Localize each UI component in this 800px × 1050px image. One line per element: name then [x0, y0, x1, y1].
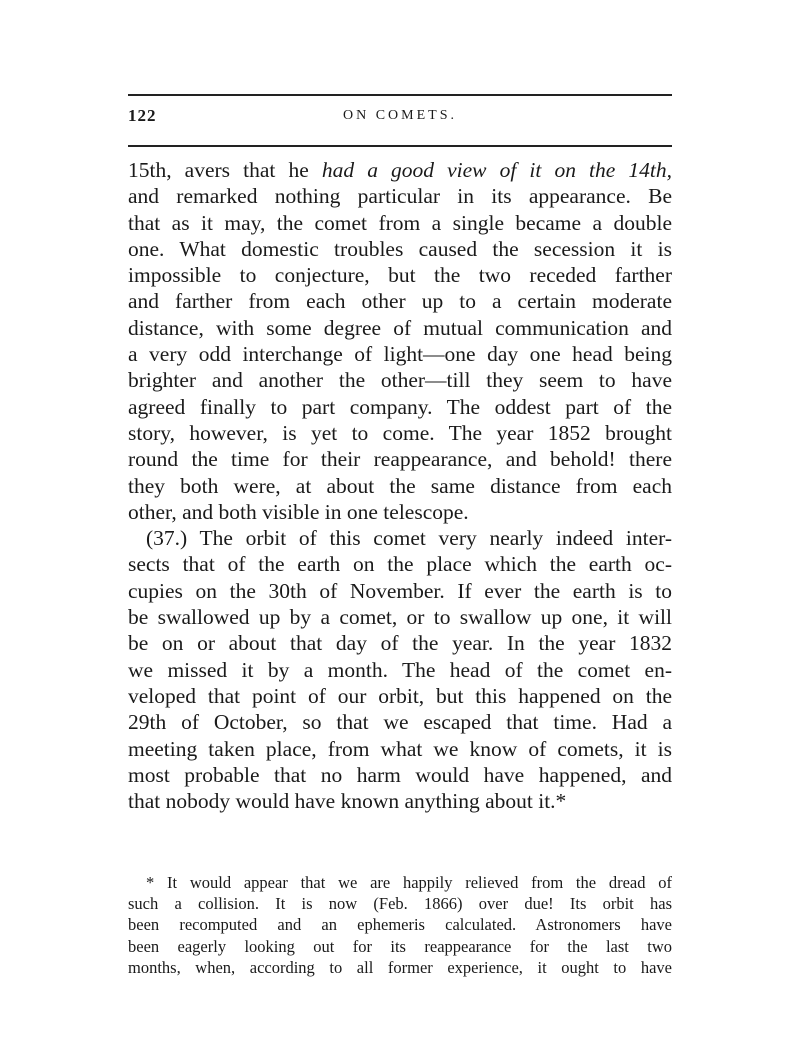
- header-rule-top: [128, 94, 672, 96]
- text-line: cupies on the 30th of November. If ever the earth is to: [128, 578, 672, 603]
- text-line: sects that of the earth on the place which the earth oc-: [128, 552, 672, 577]
- italic-phrase: had a good view of it on the 14th,: [321, 158, 672, 182]
- footnote-line: such a collision. It is now (Feb. 1866) over due! Its orbit has: [128, 894, 672, 914]
- text-line: veloped that point of our orbit, but this happened on the: [128, 683, 672, 708]
- text-line: a very odd interchange of light—one day one head being: [128, 342, 672, 367]
- text-line: and remarked nothing particular in its appearance. Be: [128, 184, 672, 209]
- footnote-line: been recomputed and an ephemeris calculated. Astronomers have: [128, 915, 672, 935]
- text-line: distance, with some degree of mutual communication and: [128, 315, 672, 340]
- text-line: round the time for their reappearance, and behold! there: [128, 447, 672, 472]
- text-line: and farther from each other up to a certain moderate: [128, 289, 672, 314]
- body-text: [128, 157, 672, 814]
- paragraph-end-line: that nobody would have known anything about it.*: [128, 789, 567, 814]
- text-line: be on or about that day of the year. In the year 1832: [128, 631, 672, 656]
- text-line: be swallowed up by a comet, or to swallow up one, it will: [128, 605, 672, 630]
- footnote-line: months, when, according to all former experience, it ought to have: [128, 957, 672, 977]
- text-line: that as it may, the comet from a single became a double: [128, 210, 672, 235]
- text-line: meeting taken place, from what we know of comets, it is: [128, 736, 672, 761]
- text-line: brighter and another the other—till they seem to have: [128, 368, 672, 393]
- text-line: 29th of October, so that we escaped that time. Had a: [128, 710, 672, 735]
- text-line: one. What domestic troubles caused the secession it is: [128, 236, 672, 261]
- running-header: [128, 106, 672, 132]
- running-title: ON COMETS.: [342, 108, 457, 123]
- section-37-start: (37.) The orbit of this comet very nearly indeed inter-: [146, 526, 672, 551]
- paragraph-end-line: other, and both visible in one telescope.: [128, 499, 469, 524]
- header-rule-bottom: [128, 145, 672, 147]
- footnote-line: been eagerly looking out for its reappearance for the last two: [128, 936, 672, 956]
- text-line: most probable that no harm would have happened, and: [128, 762, 672, 787]
- footnote: [128, 872, 672, 978]
- footnote-line: * It would appear that we are happily relieved from the dread of: [146, 873, 672, 892]
- text-line: we missed it by a month. The head of the comet en-: [128, 657, 672, 682]
- text-line: agreed finally to part company. The oddest part of the: [128, 394, 672, 419]
- text-line: impossible to conjecture, but the two receded farther: [128, 263, 672, 288]
- page-number: 122: [128, 106, 157, 125]
- text-line: story, however, is yet to come. The year 1852 brought: [128, 420, 672, 445]
- text-line: they both were, at about the same distance from each: [128, 473, 672, 498]
- text-line: 15th, avers that he had a good view of it on the 14th,: [128, 158, 672, 182]
